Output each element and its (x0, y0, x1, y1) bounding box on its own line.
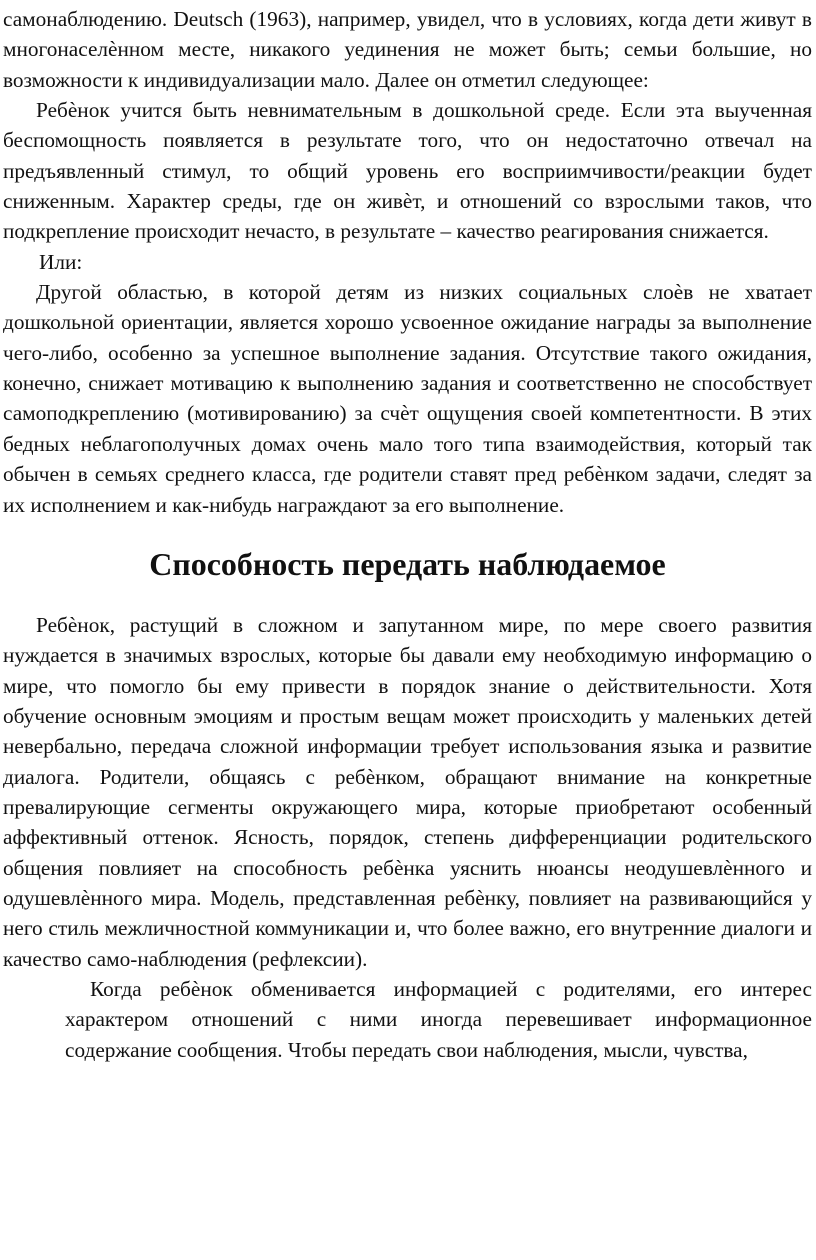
section-heading: Способность передать наблюдаемое (149, 546, 666, 582)
section-paragraph-development: Ребѐнок, растущий в сложном и запутанном мире, по мере своего развития нуждается в значимых взрослых, которые бы давали ему необходимую информацию о мире, что помогло бы ему привести в порядок знание о действительности. Хотя обучение основным эмоциям и простым вещам может происходить у маленьких детей невербально, передача сложной информации требует использования языка и развитие диалога. Родители, общаясь с ребѐнком, обращают внимание на конкретные превалирующие сегменты окружающего мира, которые приобретают особенный аффективный оттенок. Ясность, порядок, степень дифференциации родительского общения повлияет на способность ребѐнка уяснить нюансы неодушевлѐнного и одушевлѐнного мира. Модель, представленная ребѐнку, повлияет на развивающийся у него стиль межличностной коммуникации и, что более важно, его внутренние диалоги и качество само-наблюдения (рефлексии). (3, 612, 812, 971)
quoted-paragraph-learned-helplessness: Ребѐнок учится быть невнимательным в дошкольной среде. Если эта выученная беспомощность появляется в результате того, что он недостаточно отвечал на предъявленный стимул, то общий уровень его восприимчивости/реакции будет сниженным. Характер среды, где он живѐт, и отношений со взрослыми таков, что подкрепление происходит нечасто, в результате – качество реагирования снижается. (3, 98, 812, 244)
paragraph-or: Или: (39, 249, 83, 274)
quoted-paragraph-reward-expectation: Другой областью, в которой детям из низких социальных слоѐв не хватает дошкольной ориентации, является хорошо усвоенное ожидание награды за выполнение чего-либо, особенно за успешное выполнение задания. Отсутствие такого ожидания, конечно, снижает мотивацию к выполнению задания и соответственно не способствует самоподкреплению (мотивированию) за счѐт ощущения своей компетентности. В этих бедных неблагополучных домах очень мало того типа взаимодействия, который так обычен в семьях среднего класса, где родители ставят пред ребѐнком задачи, следят за их исполнением и как-нибудь награждают за его выполнение. (3, 280, 812, 517)
section-paragraph-exchange: Когда ребѐнок обменивается информацией с родителями, его интерес характером отношений с ними иногда перевешивает информационное содержание сообщения. Чтобы передать свои наблюдения, мысли, чувства, (65, 976, 812, 1062)
section-spacer (3, 580, 812, 610)
paragraph-continuation: самонаблюдению. Deutsch (1963), например, увидел, что в условиях, когда дети живут в многонаселѐнном месте, никакого уединения не может быть; семьи большие, но возможности к индивидуализации мало. Далее он отметил следующее: (3, 7, 812, 92)
